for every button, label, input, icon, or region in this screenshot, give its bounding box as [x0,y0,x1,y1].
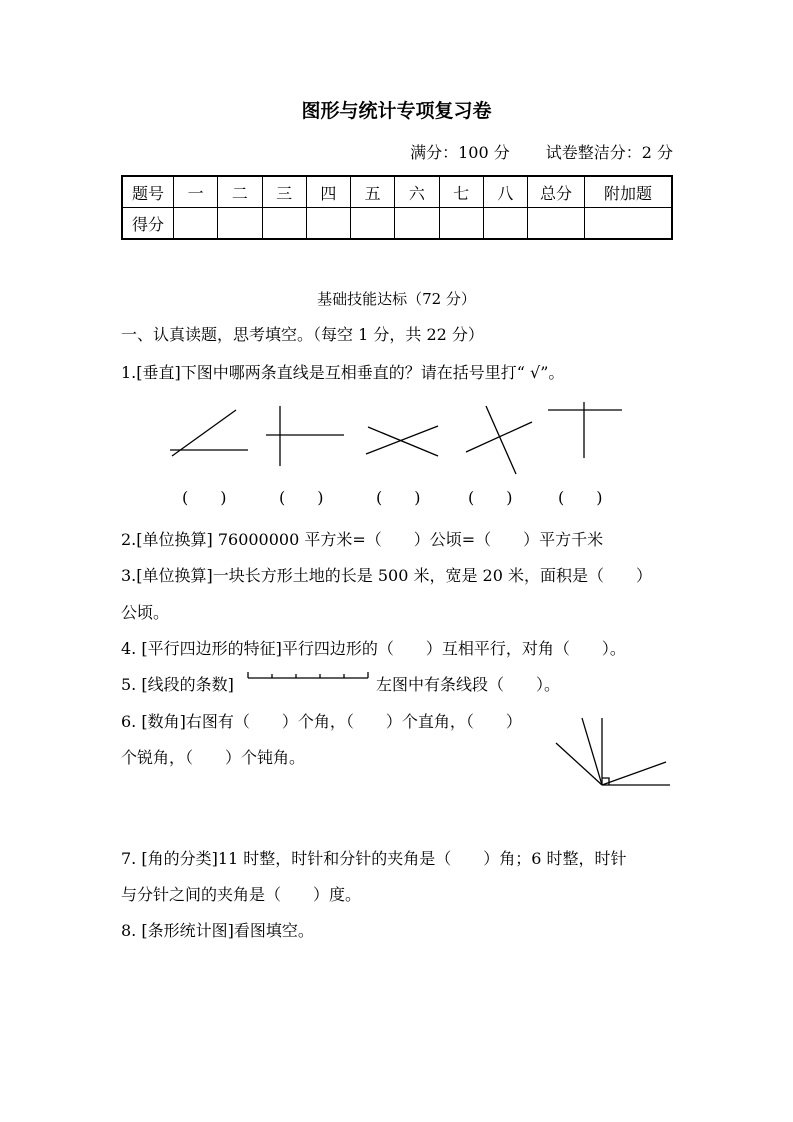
score-input-cell[interactable] [528,208,585,240]
question-8: 8. [条形统计图]看图填空。 [121,921,314,940]
neatness-marks: 试卷整洁分：2 分 [545,143,673,162]
score-cell: 题号 [122,176,174,208]
figure-3-line-a [368,427,438,456]
score-cell: 一 [174,176,218,208]
full-marks: 满分：100 分 [410,143,510,162]
segment-figure [246,666,372,682]
question-7-line-1: 7. [角的分类]11 时整，时针和分针的夹角是（ ）角；6 时整，时针 [121,849,627,868]
score-input-cell[interactable] [483,208,527,240]
score-cell: 五 [351,176,395,208]
question-3-line-2: 公顷。 [121,603,170,622]
answer-paren[interactable]: ( ) [558,488,603,507]
score-cell: 二 [218,176,262,208]
score-input-cell[interactable] [585,208,673,240]
question-1: 1.[垂直]下图中哪两条直线是互相垂直的？请在括号里打“ √”。 [121,363,565,382]
question-4: 4. [平行四边形的特征]平行四边形的（ ）互相平行，对角（ ）。 [121,639,626,658]
answer-paren[interactable]: ( ) [376,488,421,507]
score-input-cell[interactable] [218,208,262,240]
question-3-line-1: 3.[单位换算]一块长方形土地的长是 500 米，宽是 20 米，面积是（ ） [121,566,652,585]
score-input-cell[interactable] [395,208,439,240]
score-cell: 六 [395,176,439,208]
figure-1-line-b [172,410,236,456]
answer-paren[interactable]: ( ) [468,488,513,507]
angles-figure [548,710,674,792]
question-6-line-2: 个锐角，（ ）个钝角。 [121,748,306,767]
score-input-cell[interactable] [439,208,483,240]
q1-answer-parens [182,485,618,508]
question-2: 2.[单位换算] 76000000 平方米=（ ）公顷=（ ）平方千米 [121,530,604,549]
answer-paren[interactable]: ( ) [182,488,227,507]
score-table [121,175,673,240]
page-title: 图形与统计专项复习卷 [301,100,492,122]
score-input-cell[interactable] [306,208,350,240]
score-cell: 总分 [528,176,585,208]
answer-paren[interactable]: ( ) [279,488,324,507]
question-7-line-2: 与分针之间的夹角是（ ）度。 [121,885,362,904]
angle-ray-right [602,762,666,785]
score-cell: 七 [439,176,483,208]
question-5-label: 5. [线段的条数] [121,675,234,694]
score-cell: 四 [306,176,350,208]
section-title: 基础技能达标（72 分） [317,290,476,308]
score-row-label: 得分 [122,208,174,240]
part1-title: 一、认真读题，思考填空。（每空 1 分，共 22 分） [121,325,484,344]
question-5-text: 左图中有条线段（ ）。 [376,675,561,694]
score-cell: 附加题 [585,176,673,208]
score-info [410,140,673,163]
score-table-header-row [122,176,672,208]
score-input-cell[interactable] [351,208,395,240]
score-input-cell[interactable] [262,208,306,240]
score-cell: 八 [483,176,527,208]
figure-4-line-b [486,406,516,474]
score-table-score-row [122,208,672,240]
question-6-line-1: 6. [数角]右图有（ ）个角，（ ）个直角，（ ） [121,712,522,731]
line-pairs-figure [160,400,640,475]
score-cell: 三 [262,176,306,208]
angle-ray-left-2 [582,718,602,785]
score-input-cell[interactable] [174,208,218,240]
